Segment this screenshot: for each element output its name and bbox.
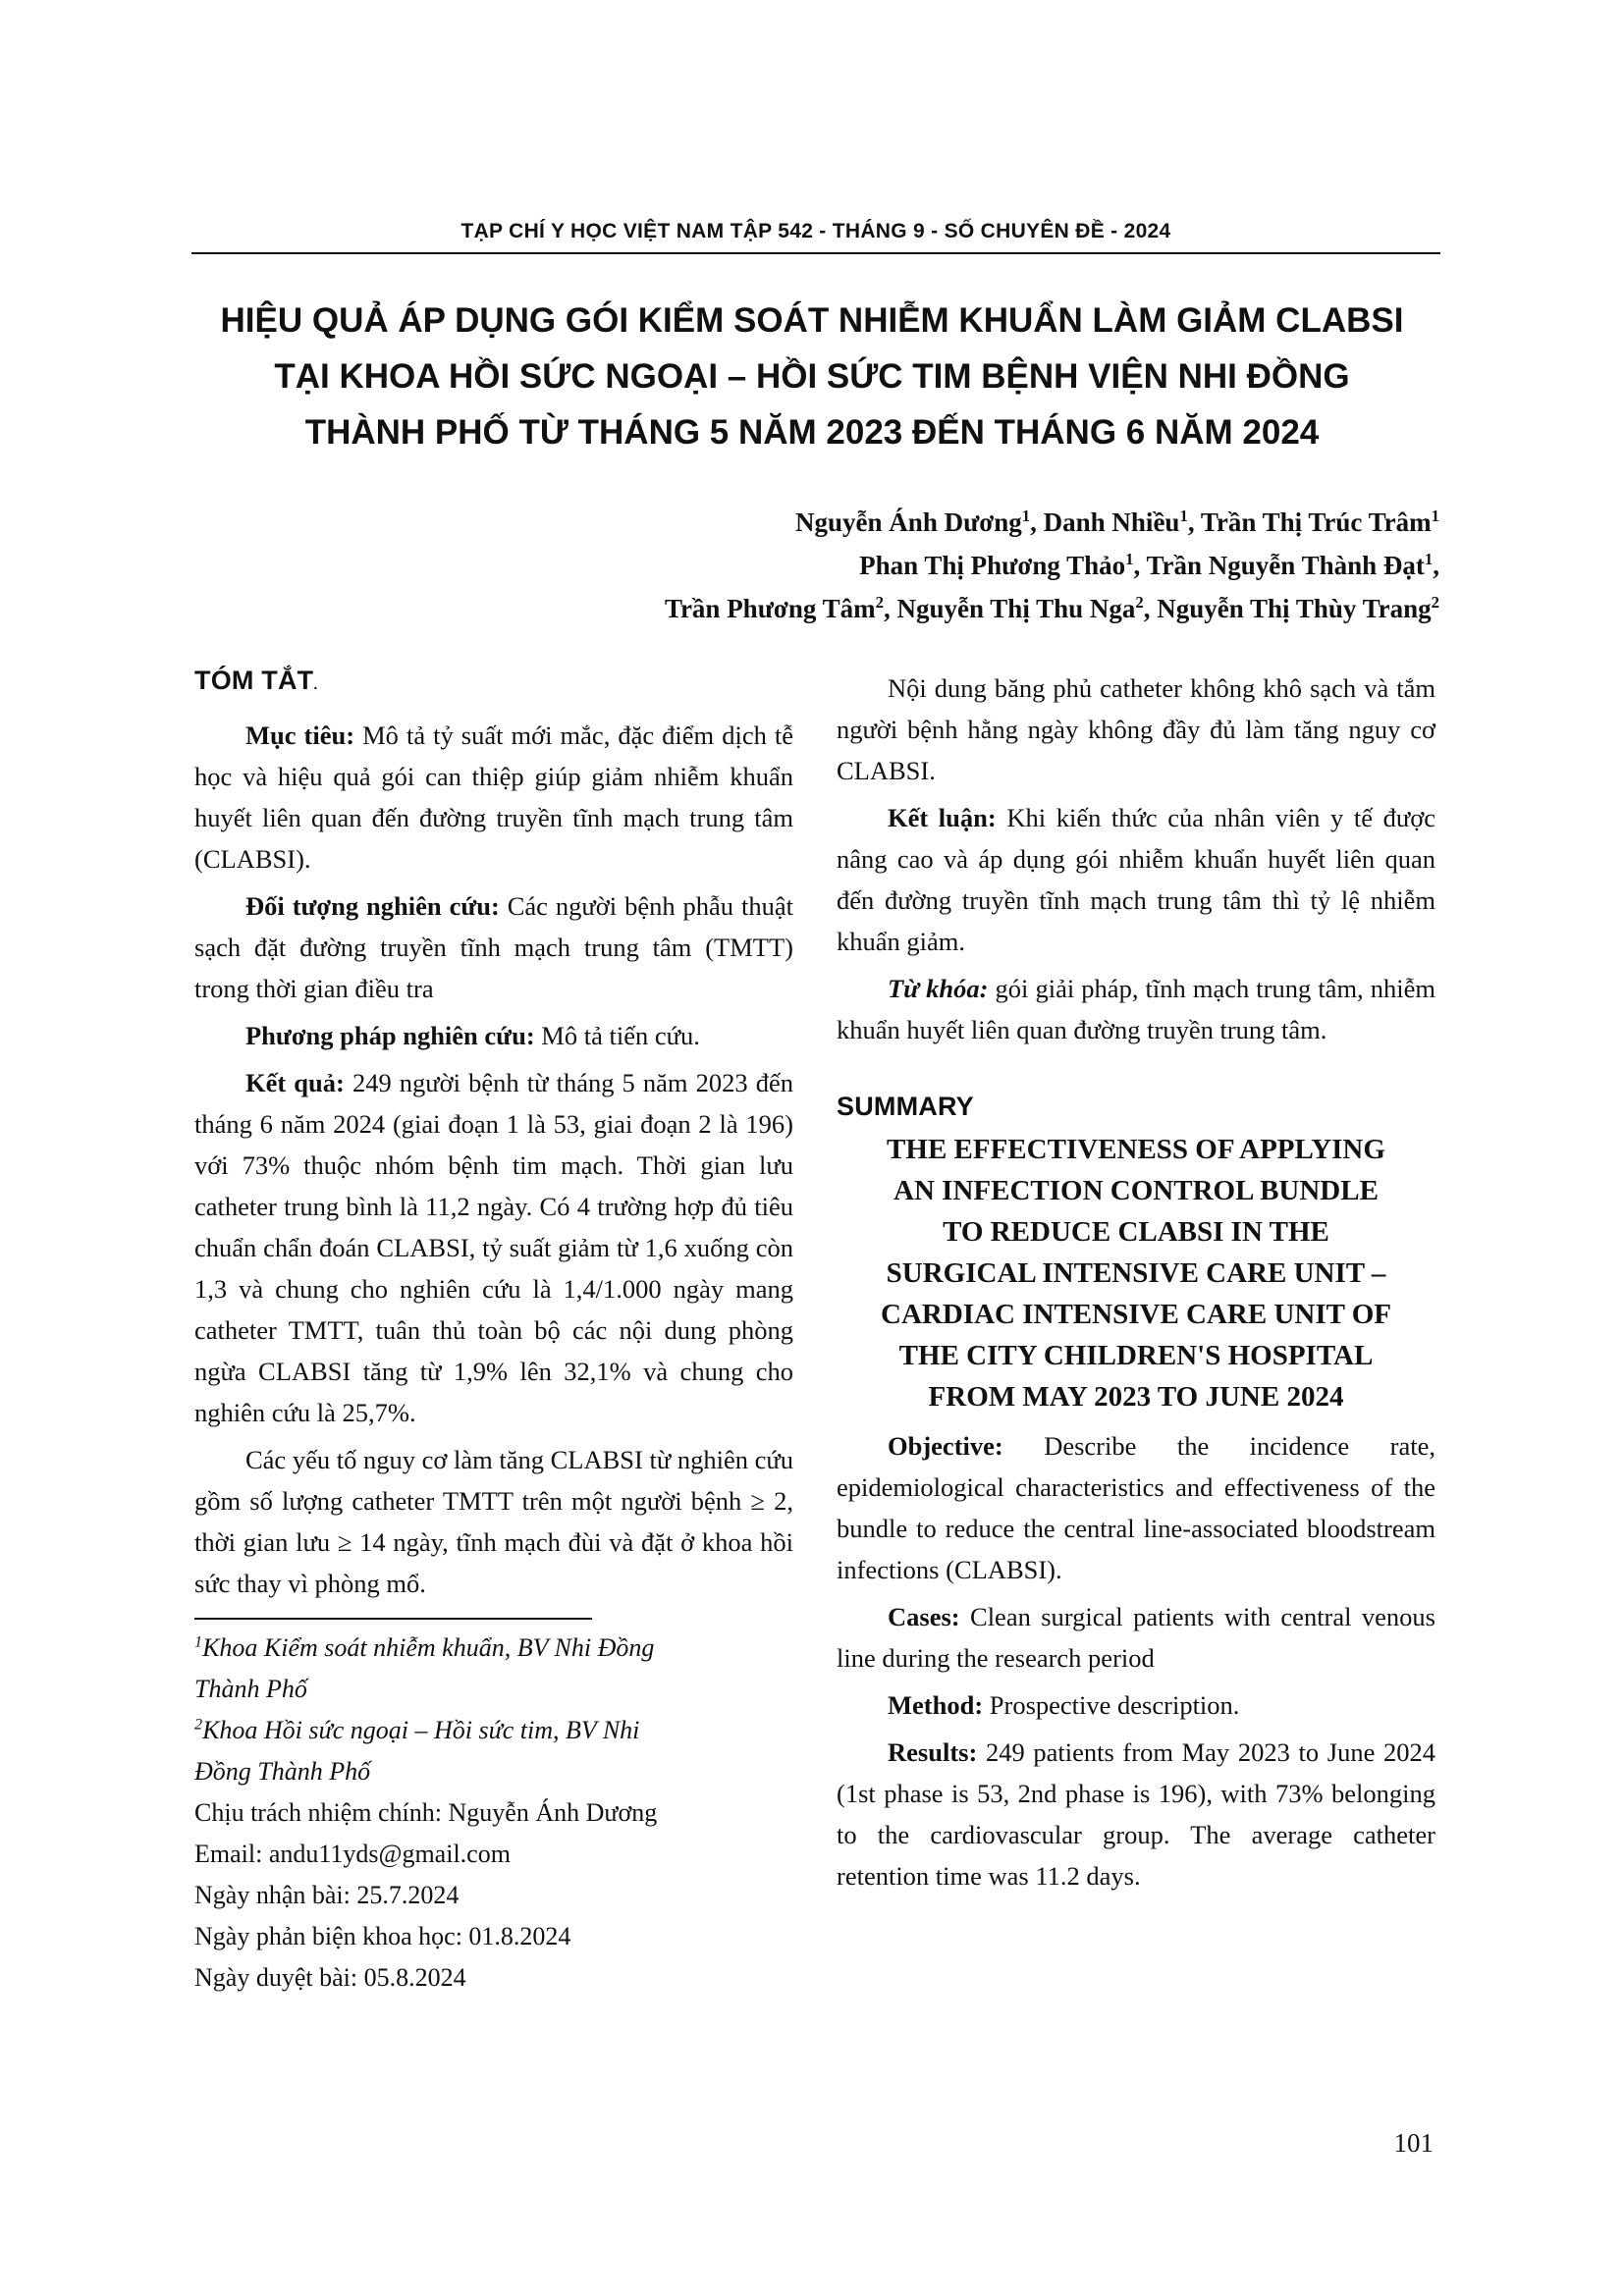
results-text-en: 249 patients from May 2023 to June 2024 (1st phase is 53, 2nd phase is 196), with 73% belonging to the cardiovascular group. The average catheter retention time was 11.2 days. — [837, 1737, 1435, 1891]
abstract-vi-method — [194, 1015, 793, 1056]
author-name: Nguyễn Thị Thu Nga — [896, 594, 1136, 623]
keywords-text: gói giải pháp, tĩnh mạch trung tâm, nhiễm khuẩn huyết liên quan đường truyền trung tâm. — [837, 974, 1435, 1044]
left-column — [194, 660, 793, 1610]
conclusion-label: Kết luận: — [888, 803, 997, 832]
corresponding-author: Chịu trách nhiệm chính: Nguyễn Ánh Dương — [194, 1798, 658, 1827]
author-name: Trần Thị Trúc Trâm — [1200, 507, 1432, 537]
author-separator: , — [1133, 551, 1147, 580]
affiliation-1 — [194, 1628, 793, 1669]
author-name: Danh Nhiều — [1043, 507, 1180, 537]
author-line-3 — [458, 587, 1439, 630]
affiliation-marker: 2 — [194, 1716, 203, 1734]
method-label-en: Method: — [888, 1690, 984, 1720]
affiliation-2-line-1: Khoa Hồi sức ngoại – Hồi sức tim, BV Nhi — [202, 1716, 640, 1744]
affiliation-marker: 1 — [194, 1633, 203, 1651]
author-line-1 — [458, 501, 1439, 544]
author-affiliation-marker: 2 — [1431, 593, 1439, 612]
date-accepted: Ngày duyệt bài: 05.8.2024 — [194, 1963, 466, 1992]
author-separator: , — [1030, 507, 1044, 537]
abstract-en-method — [837, 1684, 1435, 1726]
footnotes — [194, 1628, 793, 1999]
abstract-vi-heading-text: TÓM TẮT — [194, 666, 314, 695]
right-column — [837, 667, 1435, 1902]
title-line: THÀNH PHỐ TỪ THÁNG 5 NĂM 2023 ĐẾN THÁNG 6 NĂM 2024 — [304, 413, 1320, 452]
email: Email: andu11yds@gmail.com — [194, 1840, 511, 1868]
page-number: 101 — [1393, 2128, 1434, 2158]
objective-label-en: Objective: — [888, 1431, 1003, 1461]
author-separator: , — [1433, 551, 1439, 580]
summary-heading: SUMMARY — [837, 1092, 974, 1121]
abstract-vi-subjects — [194, 885, 793, 1009]
affiliation-2-line-2: Đồng Thành Phố — [194, 1757, 371, 1786]
cases-text: Clean surgical patients with central venous line during the research period — [837, 1602, 1435, 1673]
subjects-label: Đối tượng nghiên cứu: — [245, 891, 500, 921]
abstract-vi-heading-dot: . — [313, 676, 318, 692]
abstract-en-results — [837, 1732, 1435, 1896]
english-title-line: FROM MAY 2023 TO JUNE 2024 — [928, 1381, 1344, 1413]
author-name: Phan Thị Phương Thảo — [859, 551, 1126, 580]
affiliation-1-line-2: Thành Phố — [194, 1675, 307, 1703]
results-label: Kết quả: — [245, 1068, 345, 1097]
title-line: TẠI KHOA HỒI SỨC NGOẠI – HỒI SỨC TIM BỆNH VIỆN NHI ĐỒNG — [274, 357, 1350, 396]
objective-label: Mục tiêu: — [245, 721, 355, 750]
english-title-line: AN INFECTION CONTROL BUNDLE — [893, 1175, 1379, 1206]
english-title-line: THE CITY CHILDREN'S HOSPITAL — [898, 1340, 1374, 1371]
author-separator: , — [1143, 594, 1158, 623]
author-name: Nguyễn Ánh Dương — [795, 507, 1022, 537]
abstract-vi-objective — [194, 715, 793, 880]
objective-text: Mô tả tỷ suất mới mắc, đặc điểm dịch tễ học và hiệu quả gói can thiệp giúp giảm nhiễm khuẩn huyết liên quan đến đường truyền tĩnh mạch trung tâm (CLABSI). — [194, 721, 794, 874]
method-text: Mô tả tiến cứu. — [534, 1021, 700, 1050]
author-list — [458, 501, 1439, 630]
abstract-vi-risk-factors: Các yếu tố nguy cơ làm tăng CLABSI từ nghiên cứu gồm số lượng catheter TMTT trên một người bệnh ≥ 2, thời gian lưu ≥ 14 ngày, tĩnh mạch đùi và đặt ở khoa hồi sức thay vì phòng mổ. — [194, 1445, 793, 1598]
author-affiliation-marker: 2 — [875, 593, 885, 612]
author-affiliation-marker: 1 — [1125, 550, 1134, 568]
author-affiliation-marker: 1 — [1424, 550, 1434, 568]
author-line-2 — [458, 544, 1439, 587]
title-line: HIỆU QUẢ ÁP DỤNG GÓI KIỂM SOÁT NHIỄM KHUẨN LÀM GIẢM CLABSI — [220, 301, 1404, 340]
english-title-line: TO REDUCE CLABSI IN THE — [943, 1216, 1329, 1248]
section-spacer — [837, 1056, 1435, 1086]
method-text-en: Prospective description. — [983, 1690, 1240, 1720]
author-name: Trần Nguyễn Thành Đạt — [1146, 551, 1425, 580]
abstract-en-cases — [837, 1596, 1435, 1679]
subjects-text: Các người bệnh phẫu thuật sạch đặt đường truyền tĩnh mạch trung tâm (TMTT) trong thời gian điều tra — [194, 891, 793, 1003]
english-title-line: CARDIAC INTENSIVE CARE UNIT OF — [881, 1299, 1391, 1330]
author-separator: , — [884, 594, 897, 623]
abstract-vi-heading — [194, 660, 793, 705]
abstract-vi-conclusion — [837, 797, 1435, 962]
abstract-en-objective — [837, 1425, 1435, 1590]
author-affiliation-marker: 1 — [1431, 507, 1439, 525]
english-title — [837, 1129, 1435, 1417]
results-text: 249 người bệnh từ tháng 5 năm 2023 đến tháng 6 năm 2024 (giai đoạn 1 là 53, giai đoạn 2 là 196) với 73% thuộc nhóm bệnh tim mạch. Thời gian lưu catheter trung bình là 11,2 ngày. Có 4 trường hợp đủ tiêu chuẩn chẩn đoán CLABSI, tỷ suất giảm từ 1,6 xuống còn 1,3 và chung cho nghiên cứu là 1,4/1.000 ngày mang catheter TMTT, tuân thủ toàn bộ các nội dung phòng ngừa CLABSI tăng từ 1,9% lên 32,1% và chung cho nghiên cứu là 25,7%. — [194, 1068, 793, 1427]
results-label-en: Results: — [888, 1737, 978, 1767]
author-name: Trần Phương Tâm — [664, 594, 876, 623]
english-title-line: SURGICAL INTENSIVE CARE UNIT – — [886, 1257, 1386, 1289]
english-title-line: THE EFFECTIVENESS OF APPLYING — [887, 1134, 1385, 1165]
objective-text-en: Describe the incidence rate, epidemiological characteristics and effectiveness of the bundle to reduce the central line-associated bloodstream infections (CLABSI). — [837, 1431, 1435, 1584]
footnote-rule — [194, 1618, 592, 1620]
abstract-vi-dressing: Nội dung băng phủ catheter không khô sạch và tắm người bệnh hằng ngày không đầy đủ làm tăng nguy cơ CLABSI. — [837, 673, 1435, 785]
abstract-vi-keywords — [837, 968, 1435, 1050]
author-affiliation-marker: 2 — [1135, 593, 1144, 612]
date-reviewed: Ngày phản biện khoa học: 01.8.2024 — [194, 1922, 571, 1950]
keywords-label: Từ khóa: — [888, 974, 989, 1003]
article-title — [157, 293, 1467, 460]
affiliation-2 — [194, 1710, 793, 1751]
abstract-vi-results — [194, 1062, 793, 1433]
affiliation-1-line-1: Khoa Kiểm soát nhiễm khuẩn, BV Nhi Đồng — [202, 1633, 655, 1662]
header-rule — [191, 252, 1440, 254]
journal-header: TẠP CHÍ Y HỌC VIỆT NAM TẬP 542 - THÁNG 9 - SỐ CHUYÊN ĐỀ - 2024 — [460, 220, 1171, 242]
author-affiliation-marker: 1 — [1179, 507, 1188, 525]
conclusion-text: Khi kiến thức của nhân viên y tế được nâng cao và áp dụng gói nhiễm khuẩn huyết liên quan đến đường truyền tĩnh mạch trung tâm thì tỷ lệ nhiễm khuẩn giảm. — [837, 803, 1435, 956]
method-label: Phương pháp nghiên cứu: — [245, 1021, 535, 1050]
author-name: Nguyễn Thị Thùy Trang — [1157, 594, 1432, 623]
author-separator: , — [1187, 507, 1201, 537]
date-received: Ngày nhận bài: 25.7.2024 — [194, 1881, 460, 1909]
author-affiliation-marker: 1 — [1021, 507, 1031, 525]
cases-label: Cases: — [888, 1602, 960, 1631]
